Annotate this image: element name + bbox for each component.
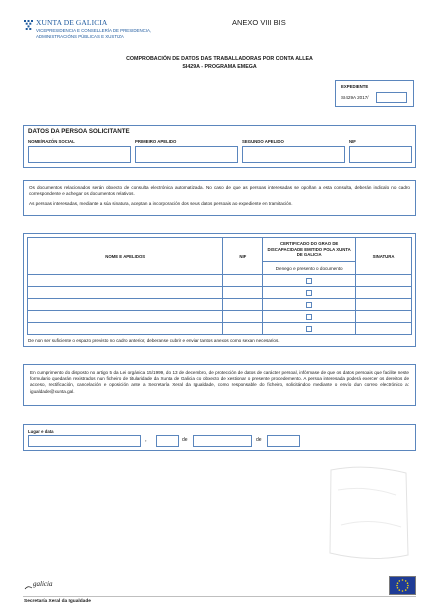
row-signature-cell[interactable] [356,311,412,323]
signature-watermark [326,465,412,561]
header-certificate: CERTIFICADO DO GRAO DE DISCAPACIDADE EMITIDO POLA XUNTA DE GALICIA [263,238,356,262]
row-nif-cell[interactable] [223,287,263,299]
row-denied-cell [263,323,356,335]
title-line2: SI429A - PROGRAMA EMEGA [182,63,257,70]
expediente-label: EXPEDIENTE [341,84,369,89]
applicant-section-title: DATOS DA PERSOA SOLICITANTE [28,128,130,135]
day-input[interactable] [156,435,179,447]
expediente-input[interactable] [376,92,407,103]
row-name-cell[interactable] [28,311,223,323]
consult-notice-box [23,180,416,216]
table-row [28,311,412,323]
row-signature-cell[interactable] [356,275,412,287]
place-input[interactable] [28,435,141,447]
first-surname-field[interactable] [135,146,238,163]
row-nif-cell[interactable] [223,311,263,323]
footer-divider [23,596,416,597]
consult-notice-p2: As persoas interesadas, mediante a súa sinatura, aceptan a incorporación dos seus datos persoais ao expediente en tramitación. [29,201,293,207]
department-line2: ADMINISTRACIÓNS PÚBLICAS E XUSTIZA [36,34,124,39]
row-name-cell[interactable] [28,323,223,335]
eu-flag-icon [389,576,416,595]
table-row [28,287,412,299]
row-name-cell[interactable] [28,275,223,287]
header-nif: NIF [223,238,263,275]
row-nif-cell[interactable] [223,275,263,287]
xunta-logo [24,17,33,27]
row-nif-cell[interactable] [223,299,263,311]
name-label: NOME/RAZÓN SOCIAL [28,139,75,144]
place-date-box [23,424,416,451]
row-denied-cell [263,311,356,323]
logo-text: XUNTA DE GALICIA [36,18,108,27]
nif-field[interactable] [349,146,412,163]
denied-checkbox[interactable] [306,302,312,308]
place-date-label: Lugar e data [28,429,54,434]
row-signature-cell[interactable] [356,323,412,335]
row-signature-cell[interactable] [356,287,412,299]
second-surname-field[interactable] [242,146,345,163]
galicia-logo [24,579,64,591]
denied-checkbox[interactable] [306,326,312,332]
name-field[interactable] [28,146,131,163]
table-footnote: De non ser suficiente o espazo previsto no cadro anterior, deberanse cubrir e enviar tantos anexos como sexan necesarios. [28,338,280,343]
de-separator-1: de [182,437,188,443]
privacy-notice-box [23,364,416,406]
galicia-logo-text: galicia [33,580,53,588]
row-name-cell[interactable] [28,299,223,311]
footer-secretaria: Secretaría Xeral da Igualdade [24,599,91,604]
second-surname-label: SEGUNDO APELIDO [242,139,284,144]
consult-notice-p1: Os documentos relacionados serán obxecto de consulta electrónica automatizada. No caso de que as persoas interesadas se opoñan a esta consulta, deberán indicalo no cadro correspondente e achegar os documentos relativos. [29,185,410,197]
first-surname-label: PRIMEIRO APELIDO [135,139,177,144]
document-title [0,56,439,71]
row-signature-cell[interactable] [356,299,412,311]
nif-label: NIF [349,139,356,144]
annex-label: ANEXO VIII BIS [232,18,286,27]
row-name-cell[interactable] [28,287,223,299]
de-separator-2: de [256,437,262,443]
header-name: NOME E APELIDOS [28,238,223,275]
subheader-denied: Denego e presento o documento [263,262,356,275]
table-row [28,275,412,287]
applicant-section [23,125,416,168]
expediente-box [335,80,414,107]
denied-checkbox[interactable] [306,314,312,320]
row-denied-cell [263,275,356,287]
month-input[interactable] [193,435,252,447]
comma-separator: , [145,437,147,443]
denied-checkbox[interactable] [306,290,312,296]
title-line1: COMPROBACIÓN DE DATOS DAS TRABALLADORAS POR CONTA ALLEA [126,56,313,62]
denied-checkbox[interactable] [306,278,312,284]
year-input[interactable] [267,435,300,447]
header-signature: SINATURA [356,238,412,275]
privacy-notice-text: En cumprimento do disposto no artigo 5 da Lei orgánica 15/1999, do 13 de decembro, de protección de datos de carácter persoal, infórmase de que os datos persoais que facilite neste formulario quedarán rexistrados nun ficheiro de titularidade da Xunta de Galicia co obxecto de xestionar o presente procedemento. A persoa interesada poderá exercer os dereitos de acceso, rectificación, cancelación e oposición ante a Secretaría Xeral da Igualdade, como responsable do ficheiro, solicitándoo mediante o envío dun correo electrónico a: igualdade@xunta.gal. [30,370,409,394]
row-denied-cell [263,287,356,299]
department-line1: VICEPRESIDENCIA E CONSELLERÍA DE PRESIDENCIA, [36,28,152,33]
row-denied-cell [263,299,356,311]
expediente-prefix: SI429A 2017/ [341,95,369,100]
table-row [28,323,412,335]
workers-table [27,237,412,335]
table-row [28,299,412,311]
row-nif-cell[interactable] [223,323,263,335]
